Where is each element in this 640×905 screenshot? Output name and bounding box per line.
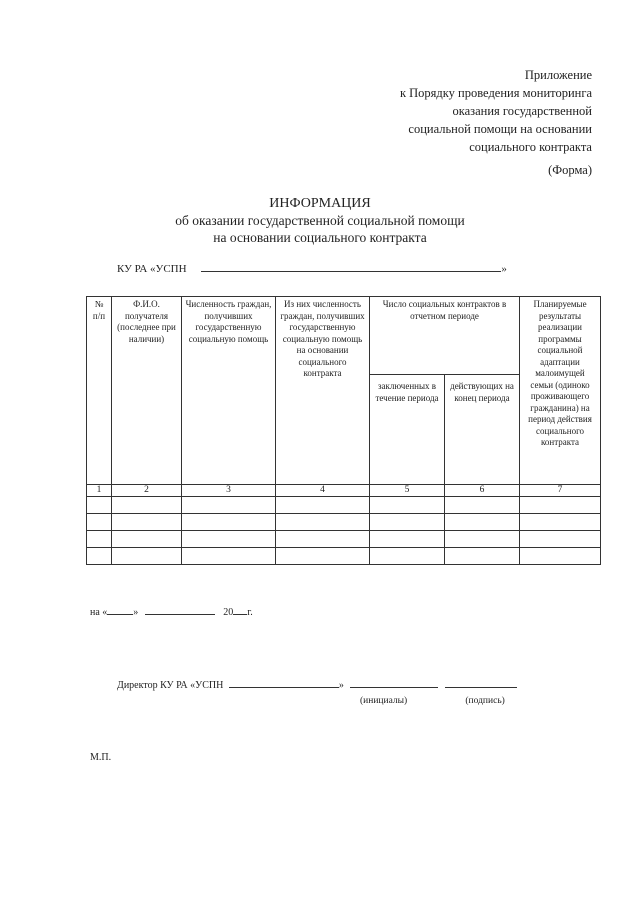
director-mid: » <box>338 680 344 691</box>
table-cell[interactable] <box>445 531 520 548</box>
appendix-line: оказания государственной <box>452 104 592 118</box>
table-row <box>87 531 601 548</box>
table-cell[interactable] <box>520 514 601 531</box>
table-cell[interactable] <box>112 514 182 531</box>
director-signature-line <box>117 678 517 691</box>
director-initials-field[interactable] <box>350 678 438 688</box>
date-month-field[interactable] <box>145 605 215 615</box>
header-contracts-active: действующих на конец периода <box>445 375 520 485</box>
column-number: 1 <box>87 485 112 497</box>
table-cell[interactable] <box>445 497 520 514</box>
table-cell[interactable] <box>520 548 601 565</box>
table-cell[interactable] <box>520 531 601 548</box>
header-number: № п/п <box>87 297 112 485</box>
table-cell[interactable] <box>370 514 445 531</box>
subtitle-line-2: на основании социального контракта <box>213 230 427 245</box>
signature-labels <box>360 696 505 706</box>
table-cell[interactable] <box>87 548 112 565</box>
table-cell[interactable] <box>182 531 276 548</box>
table-row <box>87 514 601 531</box>
date-year-field[interactable] <box>233 605 247 615</box>
organization-line <box>117 262 507 275</box>
date-year-prefix: 20 <box>223 607 234 618</box>
header-contract-citizens-count: Из них численность граждан, получивших государственную социальную помощь на основании социального контракта <box>276 297 370 485</box>
appendix-line: социальной помощи на основании <box>408 122 592 136</box>
appendix-line: Приложение <box>524 68 592 82</box>
table-cell[interactable] <box>112 497 182 514</box>
table-cell[interactable] <box>445 514 520 531</box>
header-contracts-concluded: заключенных в течение периода <box>370 375 445 485</box>
stamp-place-label: М.П. <box>90 752 112 763</box>
appendix-line: социального контракта <box>469 140 592 154</box>
signature-label: (подпись) <box>465 696 505 706</box>
organization-suffix: » <box>501 263 507 275</box>
table-cell[interactable] <box>276 548 370 565</box>
director-signature-field[interactable] <box>445 678 517 688</box>
header-citizens-count: Численность граждан, получивших государственную социальную помощь <box>182 297 276 485</box>
table-cell[interactable] <box>370 548 445 565</box>
document-subtitle <box>0 212 640 246</box>
column-number: 4 <box>276 485 370 497</box>
header-planned-results: Планируемые результаты реализации программы социальной адаптации малоимущей семьи (одиноко проживающего гражданина) на период действия социального контракта <box>520 297 601 485</box>
header-contracts-group: Число социальных контрактов в отчетном периоде <box>370 297 520 375</box>
date-prefix: на « <box>90 607 108 618</box>
date-day-field[interactable] <box>107 605 133 615</box>
table-cell[interactable] <box>87 531 112 548</box>
appendix-line: к Порядку проведения мониторинга <box>399 86 592 100</box>
table-cell[interactable] <box>445 548 520 565</box>
column-numbers-row <box>87 485 601 497</box>
report-date-line <box>90 605 253 618</box>
column-number: 6 <box>445 485 520 497</box>
date-suffix: г. <box>247 607 253 618</box>
table-cell[interactable] <box>370 531 445 548</box>
table-cell[interactable] <box>87 514 112 531</box>
table-cell[interactable] <box>276 531 370 548</box>
header-recipient-name: Ф.И.О. получателя (последнее при наличии) <box>112 297 182 485</box>
table-cell[interactable] <box>182 548 276 565</box>
initials-label: (инициалы) <box>360 696 408 706</box>
organization-name-field[interactable] <box>201 262 501 272</box>
director-prefix: Директор КУ РА «УСПН <box>117 680 224 691</box>
column-number: 2 <box>112 485 182 497</box>
table-row <box>87 548 601 565</box>
table-cell[interactable] <box>276 497 370 514</box>
table-cell[interactable] <box>112 531 182 548</box>
subtitle-line-1: об оказании государственной социальной помощи <box>175 213 465 228</box>
table-cell[interactable] <box>87 497 112 514</box>
date-mid: » <box>133 607 139 618</box>
table-cell[interactable] <box>182 497 276 514</box>
column-number: 7 <box>520 485 601 497</box>
director-org-field[interactable] <box>229 678 339 688</box>
column-number: 5 <box>370 485 445 497</box>
appendix-block <box>400 66 592 156</box>
table-cell[interactable] <box>370 497 445 514</box>
document-title: ИНФОРМАЦИЯ <box>269 196 371 211</box>
table-cell[interactable] <box>112 548 182 565</box>
table-row <box>87 497 601 514</box>
table-cell[interactable] <box>520 497 601 514</box>
report-table <box>86 296 601 565</box>
organization-prefix: КУ РА «УСПН <box>117 263 187 275</box>
form-label: (Форма) <box>548 163 592 177</box>
table-cell[interactable] <box>276 514 370 531</box>
column-number: 3 <box>182 485 276 497</box>
table-cell[interactable] <box>182 514 276 531</box>
